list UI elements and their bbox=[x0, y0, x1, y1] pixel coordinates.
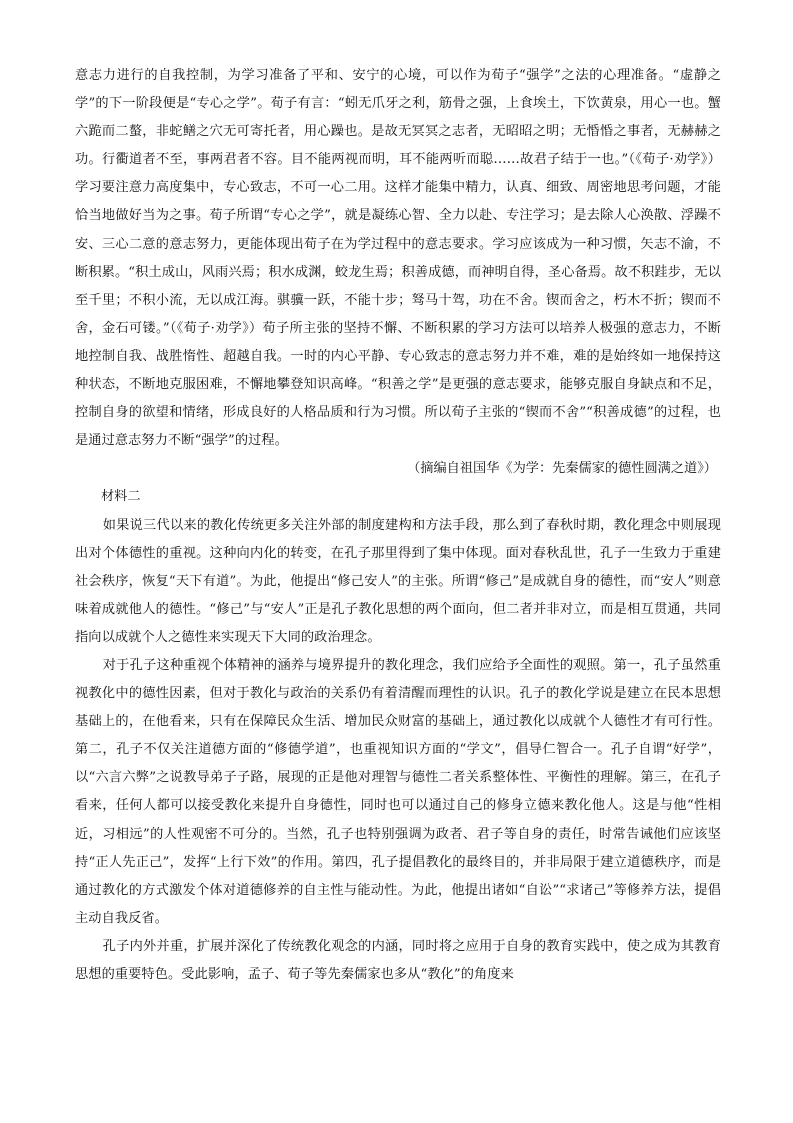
material2-paragraph-1: 如果说三代以来的教化传统更多关注外部的制度建构和方法手段，那么到了春秋时期，教化理念中则展现出对个体德性的重视。这种向内化的转变，在孔子那里得到了集中体现。面对春秋乱世，孔子一生致力于重建社会秩序，恢复“天下有道”。为此，他提出“修己安人”的主张。所谓“修己”是成就自身的德性，而“安人”则意味着成就他人的德性。“修己”与“安人”正是孔子教化思想的两个面向，但二者并非对立，而是相互贯通，共同指向以成就个人之德性来实现天下大同的政治理念。 bbox=[75, 517, 721, 645]
source-citation: （摘编自祖国华《为学：先秦儒家的德性圆满之道》） bbox=[407, 461, 717, 477]
section-heading-material2: 材料二 bbox=[101, 489, 141, 505]
document-page bbox=[75, 62, 721, 989]
material2-paragraph-3: 孔子内外并重，扩展并深化了传统教化观念的内涵，同时将之应用于自身的教育实践中，使之成为其教育思想的重要特色。受此影响，孟子、荀子等先秦儒家也多从“教化”的角度来 bbox=[75, 938, 721, 982]
material1-paragraph: 意志力进行的自我控制，为学习准备了平和、安宁的心境，可以作为荀子“强学”之法的心理准备。“虚静之学”的下一阶段便是“专心之学”。荀子有言：“蚓无爪牙之利，筋骨之强，上食埃土，下饮黄泉，用心一也。蟹六跪而二螯，非蛇鳝之穴无可寄托者，用心躁也。是故无冥冥之志者，无昭昭之明；无惛惛之事者，无赫赫之功。行衢道者不至，事两君者不容。目不能两视而明，耳不能两听而聪……故君子结于一也。”（《荀子·劝学》）学习要注意力高度集中，专心致志，不可一心二用。这样才能集中精力，认真、细致、周密地思考问题，才能恰当地做好当为之事。荀子所谓“专心之学”，就是凝练心智、全力以赴、专注学习；是去除人心涣散、浮躁不安、三心二意的意志努力，更能体现出荀子在为学过程中的意志要求。学习应该成为一种习惯，矢志不渝，不断积累。“积土成山，风雨兴焉；积水成渊，蛟龙生焉；积善成德，而神明自得，圣心备焉。故不积跬步，无以至千里；不积小流，无以成江海。骐骥一跃，不能十步；驽马十驾，功在不舍。锲而舍之，朽木不折；锲而不舍，金石可镂。”（《荀子·劝学》）荀子所主张的坚持不懈、不断积累的学习方法可以培养人极强的意志力，不断地控制自我、战胜惰性、超越自我。一时的内心平静、专心致志的意志努力并不难，难的是始终如一地保持这种状态，不断地克服困难，不懈地攀登知识高峰。“积善之学”是更强的意志要求，能够克服自身缺点和不足，控制自身的欲望和情绪，形成良好的人格品质和行为习惯。所以荀子主张的“锲而不舍”“积善成德”的过程，也是通过意志努力不断“强学”的过程。 bbox=[75, 68, 721, 449]
material2-paragraph-2: 对于孔子这种重视个体精神的涵养与境界提升的教化理念，我们应给予全面性的观照。第一，孔子虽然重视教化中的德性因素，但对于教化与政治的关系仍有着清醒而理性的认识。孔子的教化学说是建立在民本思想基础上的，在他看来，只有在保障民众生活、增加民众财富的基础上，通过教化以成就个人德性才有可行性。第二，孔子不仅关注道德方面的“修德学道”，也重视知识方面的“学文”，倡导仁智合一。孔子自谓“好学”，以“六言六弊”之说教导弟子子路，展现的正是他对理智与德性二者关系整体性、平衡性的理解。第三，在孔子看来，任何人都可以接受教化来提升自身德性，同时也可以通过自己的修身立德来教化他人。这是与他“性相近，习相远”的人性观密不可分的。当然，孔子也特别强调为政者、君子等自身的责任，时常告诫他们应该坚持“正人先正己”，发挥“上行下效”的作用。第四，孔子提倡教化的最终目的，并非局限于建立道德秩序，而是通过教化的方式激发个体对道德修养的自主性与能动性。为此，他提出诸如“自讼”“求诸己”等修养方法，提倡主动自我反省。 bbox=[75, 657, 721, 926]
